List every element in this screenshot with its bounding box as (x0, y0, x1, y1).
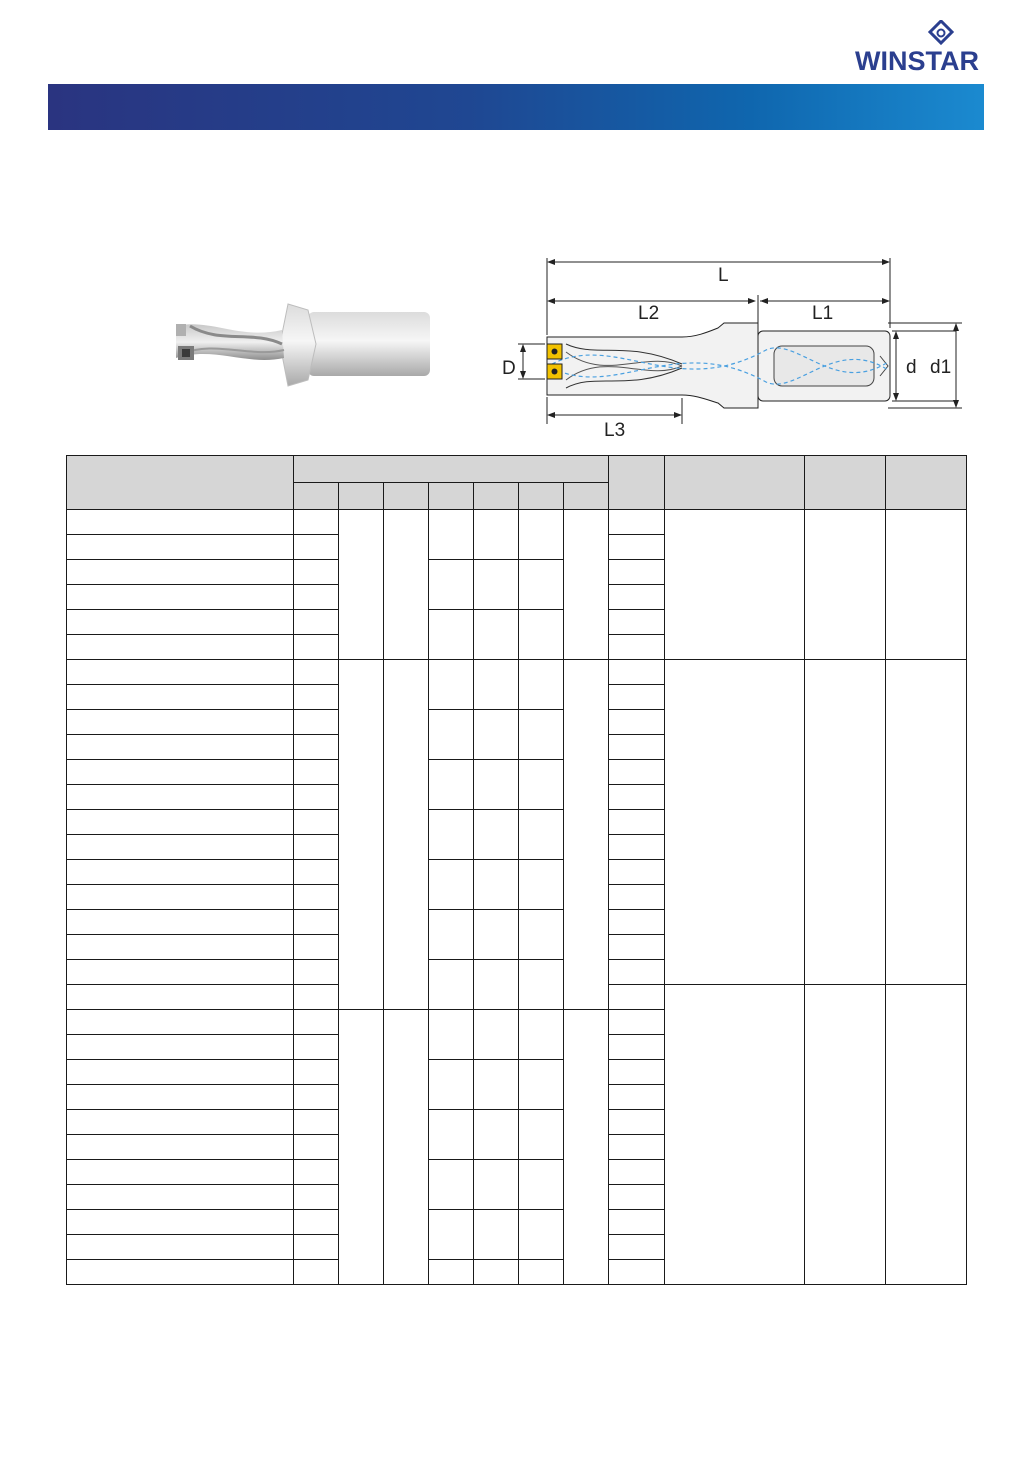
table-cell (67, 1160, 294, 1185)
table-cell (609, 860, 665, 885)
table-cell (609, 760, 665, 785)
drill-photo (160, 300, 440, 390)
table-cell (519, 660, 564, 710)
table-cell (67, 785, 294, 810)
subheader-cell (564, 483, 609, 510)
table-cell (67, 560, 294, 585)
table-cell (67, 935, 294, 960)
table-cell (886, 985, 967, 1285)
table-cell (609, 1010, 665, 1035)
table-cell (67, 685, 294, 710)
table-cell (67, 660, 294, 685)
table-cell (665, 510, 805, 660)
table-cell (609, 1060, 665, 1085)
table-cell (519, 960, 564, 1010)
table-cell (805, 660, 886, 985)
table-cell (294, 1185, 339, 1210)
table-cell (609, 510, 665, 535)
table-cell (67, 1110, 294, 1135)
table-cell (429, 1010, 474, 1060)
table-cell (294, 1010, 339, 1035)
table-cell (429, 710, 474, 760)
table-cell (429, 810, 474, 860)
table-cell (294, 835, 339, 860)
table-cell (474, 860, 519, 910)
dimension-diagram (496, 240, 986, 440)
table-cell (474, 910, 519, 960)
table-cell (384, 660, 429, 1010)
table-cell (294, 1060, 339, 1085)
table-cell (67, 910, 294, 935)
table-cell (519, 560, 564, 610)
table-cell (294, 1210, 339, 1235)
table-cell (294, 610, 339, 635)
table-cell (474, 610, 519, 660)
table-cell (67, 985, 294, 1010)
table-cell (67, 860, 294, 885)
table-cell (294, 885, 339, 910)
table-cell (474, 1160, 519, 1210)
table-cell (67, 1210, 294, 1235)
table-cell (665, 985, 805, 1285)
table-cell (429, 760, 474, 810)
table-cell (609, 985, 665, 1010)
table-cell (294, 810, 339, 835)
table-cell (294, 935, 339, 960)
table-cell (429, 560, 474, 610)
table-cell (519, 910, 564, 960)
table-cell (609, 535, 665, 560)
table-cell (564, 1010, 609, 1285)
table-cell (519, 510, 564, 560)
table-cell (67, 735, 294, 760)
header-cell-col10 (665, 456, 805, 510)
table-cell (474, 960, 519, 1010)
table-cell (474, 1110, 519, 1160)
table-cell (665, 660, 805, 985)
table-cell (294, 1135, 339, 1160)
table-cell (294, 560, 339, 585)
table-cell (609, 1160, 665, 1185)
table-cell (339, 1010, 384, 1285)
table-cell (294, 685, 339, 710)
table-cell (474, 660, 519, 710)
table-cell (67, 1010, 294, 1035)
table-row (67, 660, 967, 685)
subheader-cell (519, 483, 564, 510)
table-cell (609, 810, 665, 835)
table-cell (294, 985, 339, 1010)
table-cell (339, 510, 384, 660)
label-d1: d1 (930, 357, 952, 378)
subheader-cell (474, 483, 519, 510)
table-cell (519, 1010, 564, 1060)
subheader-cell (339, 483, 384, 510)
table-cell (609, 1185, 665, 1210)
table-cell (519, 610, 564, 660)
table-cell (294, 1035, 339, 1060)
table-cell (429, 860, 474, 910)
table-cell (609, 960, 665, 985)
table-cell (519, 710, 564, 760)
header-cell-col9 (609, 456, 665, 510)
table-cell (67, 585, 294, 610)
table-cell (67, 535, 294, 560)
table-cell (609, 710, 665, 735)
table-cell (294, 860, 339, 885)
label-L1: L1 (812, 303, 834, 324)
table-cell (609, 910, 665, 935)
table-header-row (67, 456, 967, 483)
table-cell (609, 1235, 665, 1260)
logo-wordmark: WINSTAR (855, 46, 979, 76)
table-cell (519, 1260, 564, 1285)
table-cell (294, 710, 339, 735)
table-cell (609, 610, 665, 635)
table-cell (474, 510, 519, 560)
table-cell (805, 510, 886, 660)
header-cell-designation (67, 456, 294, 510)
table-cell (67, 885, 294, 910)
table-cell (474, 1210, 519, 1260)
table-cell (609, 1260, 665, 1285)
table-cell (609, 735, 665, 760)
table-cell (474, 1060, 519, 1110)
table-cell (564, 660, 609, 1010)
label-L: L (718, 265, 729, 286)
header-banner (48, 84, 984, 130)
table-cell (294, 1110, 339, 1135)
table-cell (294, 735, 339, 760)
table-cell (609, 1035, 665, 1060)
table-cell (67, 960, 294, 985)
table-cell (429, 660, 474, 710)
table-cell (67, 810, 294, 835)
table-cell (429, 610, 474, 660)
table-cell (67, 1185, 294, 1210)
table-cell (294, 960, 339, 985)
table-cell (67, 1260, 294, 1285)
table-cell (609, 585, 665, 610)
table-cell (67, 1085, 294, 1110)
table-cell (294, 635, 339, 660)
table-cell (609, 835, 665, 860)
table-cell (474, 1260, 519, 1285)
table-cell (67, 610, 294, 635)
table-cell (67, 1060, 294, 1085)
subheader-cell (294, 483, 339, 510)
table-cell (294, 910, 339, 935)
table-cell (519, 1060, 564, 1110)
label-L2: L2 (638, 303, 660, 324)
table-cell (474, 560, 519, 610)
table-cell (429, 1260, 474, 1285)
table-cell (519, 1210, 564, 1260)
header-cell-col12 (886, 456, 967, 510)
table-cell (519, 1160, 564, 1210)
table-cell (339, 660, 384, 1010)
table-cell (294, 760, 339, 785)
specification-table (66, 455, 967, 1285)
table-cell (609, 1110, 665, 1135)
label-D: D (502, 358, 516, 379)
table-cell (294, 585, 339, 610)
subheader-cell (429, 483, 474, 510)
table-cell (609, 560, 665, 585)
table-row (67, 510, 967, 535)
table-cell (609, 885, 665, 910)
table-cell (609, 1135, 665, 1160)
table-cell (67, 760, 294, 785)
header-cell-col11 (805, 456, 886, 510)
table-cell (429, 910, 474, 960)
table-cell (805, 985, 886, 1285)
table-cell (609, 935, 665, 960)
table-cell (67, 510, 294, 535)
subheader-cell (384, 483, 429, 510)
table-cell (294, 1160, 339, 1185)
table-cell (294, 535, 339, 560)
table-cell (519, 760, 564, 810)
table-cell (474, 710, 519, 760)
table-cell (609, 685, 665, 710)
table-cell (294, 1260, 339, 1285)
table-cell (609, 1085, 665, 1110)
table-cell (609, 635, 665, 660)
table-cell (886, 510, 967, 660)
table-cell (429, 1060, 474, 1110)
table-cell (294, 510, 339, 535)
table-cell (384, 510, 429, 660)
table-cell (67, 835, 294, 860)
table-cell (67, 1035, 294, 1060)
table-cell (474, 810, 519, 860)
table-cell (609, 660, 665, 685)
table-cell (67, 1235, 294, 1260)
table-cell (429, 1210, 474, 1260)
table-cell (429, 960, 474, 1010)
table-cell (67, 710, 294, 735)
table-cell (384, 1010, 429, 1285)
label-L3: L3 (604, 420, 626, 440)
header-cell-dimensions (294, 456, 609, 483)
table-cell (429, 510, 474, 560)
table-cell (294, 1085, 339, 1110)
table-cell (474, 760, 519, 810)
label-d: d (906, 357, 917, 378)
table-cell (609, 1210, 665, 1235)
table-cell (67, 635, 294, 660)
winstar-logo (848, 20, 986, 76)
table-cell (609, 785, 665, 810)
table-cell (294, 785, 339, 810)
table-cell (564, 510, 609, 660)
table-cell (294, 660, 339, 685)
table-cell (519, 860, 564, 910)
table-cell (474, 1010, 519, 1060)
table-cell (519, 1110, 564, 1160)
table-cell (519, 810, 564, 860)
table-cell (429, 1160, 474, 1210)
table-cell (886, 660, 967, 985)
table-cell (429, 1110, 474, 1160)
table-cell (67, 1135, 294, 1160)
table-cell (294, 1235, 339, 1260)
